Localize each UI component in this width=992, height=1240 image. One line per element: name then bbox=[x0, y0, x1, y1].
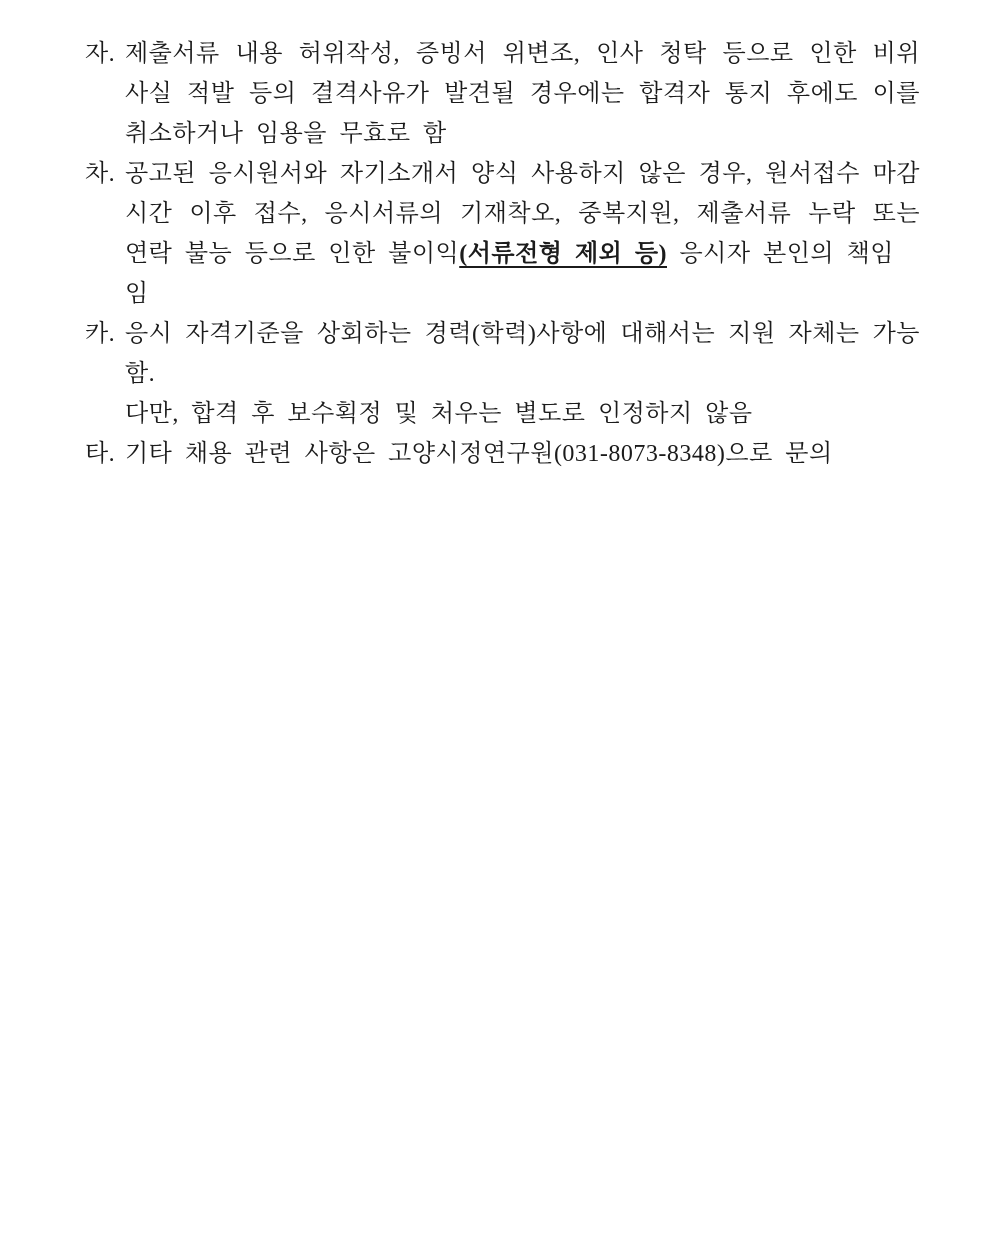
text-line bbox=[125, 314, 920, 394]
notice-item bbox=[85, 154, 920, 314]
text-line bbox=[125, 434, 920, 474]
text-segment: 응시 자격기준을 상회하는 경력(학력)사항에 대해서는 지원 자체는 가능함. bbox=[125, 321, 920, 387]
text-line bbox=[125, 234, 920, 314]
text-line bbox=[125, 394, 920, 434]
emphasized-text: (서류전형 제외 등) bbox=[459, 241, 667, 267]
text-segment: 사실 적발 등의 결격사유가 발견될 경우에는 합격자 통지 후에도 이를 bbox=[125, 81, 920, 107]
list-marker: 카. bbox=[85, 321, 116, 347]
text-segment: 연락 불능 등으로 인한 불이익 bbox=[125, 241, 460, 267]
notice-list bbox=[85, 34, 920, 474]
notice-item bbox=[85, 314, 920, 434]
text-line bbox=[125, 114, 920, 154]
list-marker: 자. bbox=[85, 41, 116, 67]
text-segment: 취소하거나 임용을 무효로 함 bbox=[125, 121, 447, 147]
list-marker: 타. bbox=[85, 441, 116, 467]
notice-item bbox=[85, 34, 920, 154]
text-line bbox=[125, 154, 920, 194]
text-segment: 제출서류 내용 허위작성, 증빙서 위변조, 인사 청탁 등으로 인한 비위 bbox=[125, 41, 920, 67]
text-segment: 다만, 합격 후 보수획정 및 처우는 별도로 인정하지 않음 bbox=[125, 401, 753, 427]
text-segment: 응시자 본인의 책임 임 bbox=[125, 241, 894, 307]
text-segment: 기타 채용 관련 사항은 고양시정연구원(031-8073-8348)으로 문의 bbox=[125, 441, 833, 467]
notice-item bbox=[85, 434, 920, 474]
list-marker: 차. bbox=[85, 161, 116, 187]
text-segment: 시간 이후 접수, 응시서류의 기재착오, 중복지원, 제출서류 누락 또는 bbox=[125, 201, 920, 227]
text-line bbox=[125, 194, 920, 234]
text-line bbox=[125, 34, 920, 74]
text-segment: 공고된 응시원서와 자기소개서 양식 사용하지 않은 경우, 원서접수 마감 bbox=[125, 161, 920, 187]
text-line bbox=[125, 74, 920, 114]
